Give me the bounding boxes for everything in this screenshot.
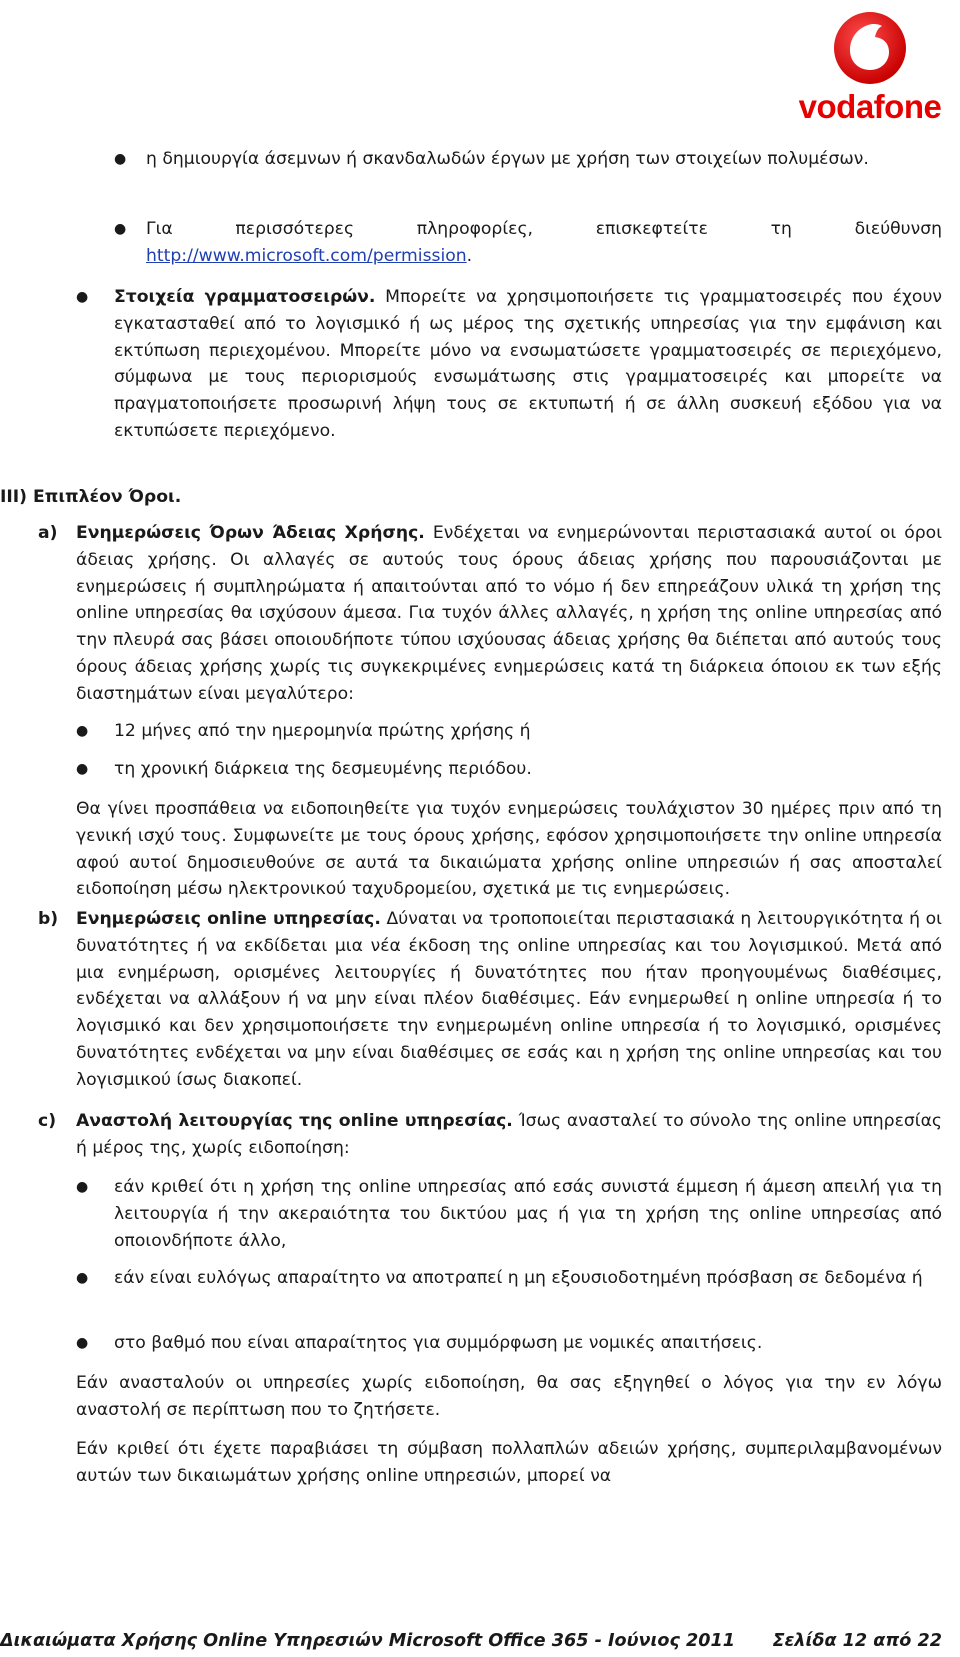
bullet-icon: ● [76,289,89,305]
vodafone-logo [790,10,950,125]
bullet-icon: ● [76,761,89,777]
list-item: εάν κριθεί ότι η χρήση της online υπηρεσίας από εσάς συνιστά έμμεση ή άμεση απειλή για τη λειτουργία ή την ακεραιότητα του δικτύου μας ή για τη χρήση της online υπηρεσίας από οποιονδήποτε άλλο, [114,1177,942,1251]
bullet-icon: ● [76,1335,89,1351]
speechmark-icon [790,10,950,90]
list-item: τη χρονική διάρκεια της δεσμευμένης περιόδου. [114,759,532,779]
footer-title: Δικαιώματα Χρήσης Online Υπηρεσιών Microsoft Office 365 - Ιούνιος 2011 [0,1631,735,1651]
list-item: εάν είναι ευλόγως απαραίτητο να αποτραπεί η μη εξουσιοδοτημένη πρόσβαση σε δεδομένα ή [114,1268,923,1288]
item-marker-b: b) [38,909,59,929]
list-item: Για περισσότερες πληροφορίες, επισκεφτείτε τη διεύθυνση [146,219,942,239]
item-marker-c: c) [38,1111,57,1131]
page-number: Σελίδα 12 από 22 [772,1631,942,1651]
section-heading: III) Επιπλέον Όροι. [0,487,182,507]
bullet-icon: ● [76,723,89,739]
list-item: η δημιουργία άσεμνων ή σκανδαλωδών έργων με χρήση των στοιχείων πολυμέσων. [146,149,869,169]
paragraph-c-after-2: Εάν κριθεί ότι έχετε παραβιάσει τη σύμβαση πολλαπλών αδειών χρήσης, συμπεριλαμβανομένων αυτών των δικαιωμάτων χρήσης online υπηρεσιών, μπορεί να [76,1439,942,1486]
permission-link[interactable]: http://www.microsoft.com/permission [146,246,467,266]
paragraph-c-after-1: Εάν ανασταλούν οι υπηρεσίες χωρίς ειδοποίηση, θα σας εξηγηθεί ο λόγος για την εν λόγω αναστολή σε περίπτωση που το ζητήσετε. [76,1373,942,1420]
bullet-icon: ● [76,1179,89,1195]
paragraph-b: Ενημερώσεις online υπηρεσίας. Δύναται να τροποποιείται περιστασιακά η λειτουργικότητα ή οι δυνατότητες ή να εκδίδεται μια νέα έκδοση της online υπηρεσίας και του λογισμικού. Μετά από μια ενημέρωση, ορισμένες λειτουργίες ή δυνατότητες που ήταν προηγουμένως διαθέσιμες, ενδέχεται να αλλάξουν ή να μην είναι πλέον διαθέσιμες. Εάν ενημερωθεί η online υπηρεσία ή το λογισμικό και δεν χρησιμοποιήσετε την ενημερωμένη online υπηρεσία ή το λογισμικό, ορισμένες δυνατότητες ενδέχεται να μην είναι διαθέσιμες σε εσάς και η χρήση της online υπηρεσίας και του λογισμικού ίσως διακοπεί. [76,909,942,1090]
logo-text: vodafone [798,88,942,125]
paragraph-a: Ενημερώσεις Όρων Άδειας Χρήσης. Ενδέχεται να ενημερώνονται περιστασιακά αυτοί οι όροι άδειας χρήσης. Οι αλλαγές σε αυτούς τους όρους άδειας χρήσης που παρουσιάζονται με ενημερώσεις ή συμπληρώματα ή απαιτούνται από το νόμο ή δεν επηρεάζουν υλικά τη χρήση της online υπηρεσίας θα ισχύσουν άμεσα. Για τυχόν άλλες αλλαγές, η χρήση της online υπηρεσίας από την πλευρά σας βάσει οποιουδήποτε τύπου ισχύουσας άδειας χρήσης θα διέπεται από αυτούς τους όρους άδειας χρήσης χωρίς τις συγκεκριμένες ενημερώσεις κατά τη διάρκεια όποιου εκ των εξής διαστημάτων είναι μεγαλύτερο: [76,523,943,704]
list-item-link-line: http://www.microsoft.com/permission. [146,246,473,266]
paragraph-c: Αναστολή λειτουργίας της online υπηρεσίας. Ίσως ανασταλεί το σύνολο της online υπηρεσίας ή μέρος της, χωρίς ειδοποίηση: [76,1111,942,1158]
bullet-icon: ● [76,1270,89,1286]
item-marker-a: a) [38,523,58,543]
list-item: στο βαθμό που είναι απαραίτητος για συμμόρφωση με νομικές απαιτήσεις. [114,1333,763,1353]
bullet-icon: ● [114,221,127,237]
list-item: 12 μήνες από την ημερομηνία πρώτης χρήσης ή [114,721,531,741]
bullet-icon: ● [114,151,127,167]
paragraph-a-after: Θα γίνει προσπάθεια να ειδοποιηθείτε για τυχόν ενημερώσεις τουλάχιστον 30 ημέρες πριν από τη γενική ισχύ τους. Συμφωνείτε με τους όρους χρήσης, εφόσον χρησιμοποιήσετε την online υπηρεσία αφού αυτοί δημοσιευθούνε σε αυτά τα δικαιώματα χρήσης online υπηρεσιών ή σας αποσταλεί ειδοποίηση μέσω ηλεκτρονικού ταχυδρομείου, σχετικά με τις ενημερώσεις. [76,799,942,900]
fonts-paragraph: Στοιχεία γραμματοσειρών. Μπορείτε να χρησιμοποιήσετε τις γραμματοσειρές που έχουν εγκατασταθεί από το λογισμικό ή ως μέρος της σχετικής υπηρεσίας για την εμφάνιση και εκτύπωση περιεχομένου. Μπορείτε μόνο να ενσωματώσετε γραμματοσειρές σε περιεχόμενο, σύμφωνα με τους περιορισμούς ενσωμάτωσης στις γραμματοσειρές και μπορείτε να πραγματοποιήσετε προσωρινή λήψη τους σε εκτυπωτή ή σε άλλη συσκευή εξόδου για να εκτυπώσετε περιεχόμενο. [114,287,942,441]
page-footer [0,1629,942,1653]
